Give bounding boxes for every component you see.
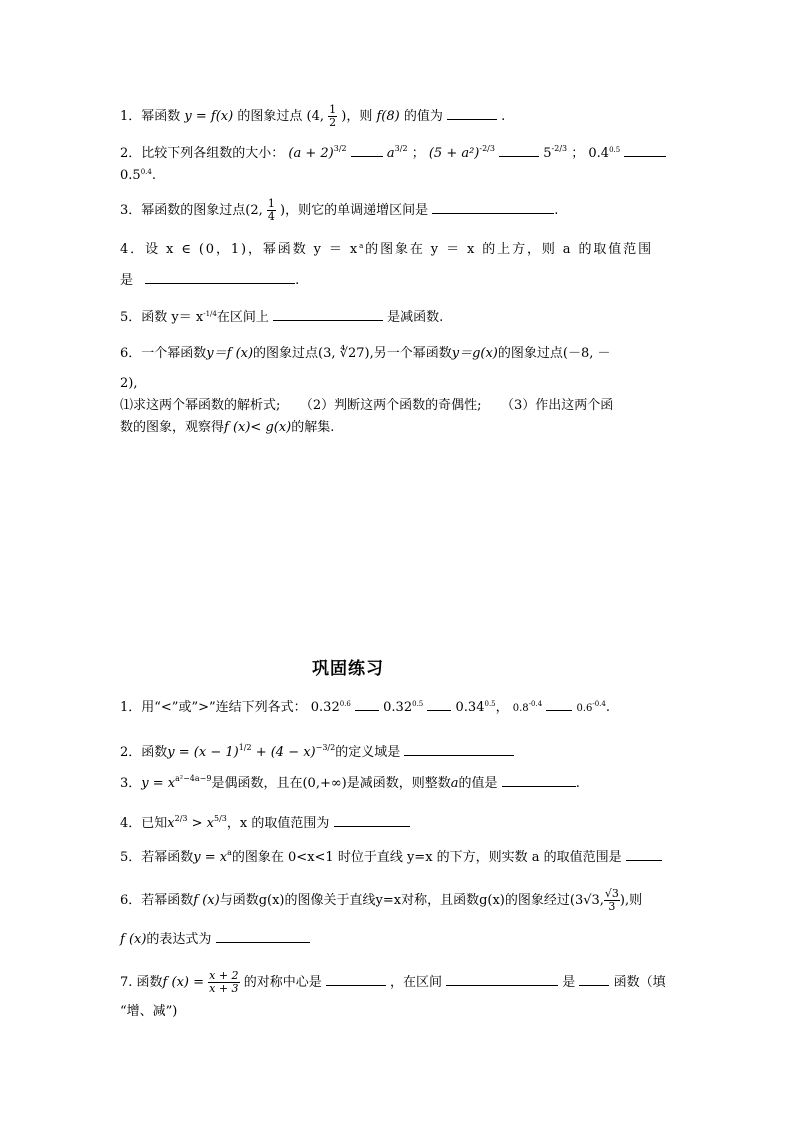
q3-prefix: 3．幂函数的图象过点(2, <box>120 203 263 218</box>
ex4-answer-blank[interactable] <box>334 814 410 827</box>
exercise-6-line2: f (x)的表达式为 <box>120 930 310 950</box>
q1-point-a: (4, <box>306 109 324 124</box>
q4-rest: 的图象在 y ＝ x 的上方，则 a 的取值范围 <box>365 242 653 257</box>
q5-post: 是减函数. <box>387 310 444 325</box>
q1-function: y = f(x) <box>184 109 234 124</box>
question-4: 4．设 x ∈ (0，1)，幂函数 $y = x^a$的图象在 y ＝ x 的上方，则 a 的取值范围 <box>120 242 653 257</box>
ex1-blank-1[interactable] <box>355 698 379 711</box>
q2-expr-e: 0.4 <box>588 146 610 161</box>
question-2-line2: $0.5^{0.4}$. <box>120 168 156 183</box>
ex6-fraction: $\frac{√3}{3}$ <box>604 887 619 913</box>
q2-expr-c: (5 + a²) <box>428 146 480 161</box>
q1-fraction: $\frac{1}{2}$ <box>329 103 337 129</box>
question-6-line2: 2), <box>120 376 138 391</box>
q2-expr-b: a <box>386 146 395 161</box>
q1-end: 的值为 <box>403 109 443 124</box>
exercise-3: 3．$y = x^{a^2-4a-9}$是偶函数，且在(0,+∞)是减函数，则整数a的值是 . <box>120 774 580 791</box>
q3-answer-blank[interactable] <box>432 201 554 214</box>
exercise-1: 1．用“<”或”>”连结下列各式： $0.32^{0.6}$ $0.32^{0.5}$ $0.34^{0.5}$， $0.8^{-0.4}$ $0.6^{-0.4}$. <box>120 700 610 715</box>
ex1-blank-2[interactable] <box>427 698 451 711</box>
q4-answer-blank[interactable] <box>145 271 295 284</box>
q3-post: )，则它的单调递增区间是 <box>280 203 429 218</box>
ex6-answer-blank[interactable] <box>216 930 310 943</box>
exercise-7: 7. 函数f (x) = $\frac{x + 2}{x + 3}$ 的对称中心是 ，在区间 是 函数（填 <box>120 969 666 995</box>
exercise-7-line2: “增、减”) <box>120 1004 178 1019</box>
ex7-fraction: $\frac{x + 2}{x + 3}$ <box>209 969 239 995</box>
ex7-blank-1[interactable] <box>326 973 386 986</box>
exercise-5: 5．若幂函数$y = x^a$的图象在 0<x<1 时位于直线 y=x 的下方，则实数 a 的取值范围是 <box>120 848 662 868</box>
exercise-2: 2．函数$y = (x - 1)^{1/2} + (4 - x)^{-3/2}$的定义域是 <box>120 743 514 763</box>
q2-semi-2: ； <box>571 146 585 161</box>
question-4-line2: 是 . <box>120 273 300 288</box>
question-2: 2．比较下列各组数的大小： $(a + 2)^{3/2}$ $a^{3/2}$ ； $(5 + a^2)^{-2/3}$ $5^{-2/3}$ ； $0.4^{0.5}$ <box>120 144 666 164</box>
question-1 <box>120 104 505 129</box>
q1-f8: f(8) <box>376 109 400 124</box>
question-6-line4: 数的图象，观察得f (x)< g(x)的解集. <box>120 420 335 435</box>
q5-prefix: 5．函数 y＝ x <box>120 310 204 325</box>
q1-post: )，则 <box>341 109 373 124</box>
q2-expr-d: 5 <box>543 146 552 161</box>
q1-dot: . <box>501 109 506 124</box>
q3-fraction: $\frac{1}{4}$ <box>267 197 275 223</box>
section-title: 巩固练习 <box>312 659 384 679</box>
question-6-line3: ⑴求这两个幂函数的解析式; （2）判断这两个函数的奇偶性; （3）作出这两个函 <box>120 398 614 413</box>
q2-prefix: 2．比较下列各组数的大小： <box>120 146 285 161</box>
question-6: 6．一个幂函数y＝f (x)的图象过点(3, ∜27),另一个幂函数y＝g(x)的图象过点(－8, － <box>120 346 611 361</box>
ex1-blank-3[interactable] <box>546 698 572 711</box>
q4-text: 4．设 x ∈ (0，1)，幂函数 y ＝ x <box>120 242 360 257</box>
q1-mid: 的图象过点 <box>237 109 303 124</box>
question-3: 3．幂函数的图象过点(2, $\frac{1}{4}$ )，则它的单调递增区间是 . <box>120 197 559 223</box>
q6-root: ∜27 <box>339 346 365 361</box>
question-5: 5．函数 $y= x^{-1/4}$在区间上 是减函数. <box>120 310 444 325</box>
q1-answer-blank[interactable] <box>447 107 497 120</box>
ex7-blank-3[interactable] <box>579 973 609 986</box>
q2-blank-2[interactable] <box>499 144 539 157</box>
q2-expr-f: 0.5 <box>120 168 141 183</box>
q2-semi-1: ； <box>411 146 425 161</box>
ex2-answer-blank[interactable] <box>404 743 514 756</box>
exercise-6: 6．若幂函数f (x)与函数g(x)的图像关于直线y=x对称，且函数g(x)的图象经过(3√3, $\frac{√3}{3}$ ),则 <box>120 887 643 913</box>
q2-blank-3[interactable] <box>624 144 666 157</box>
exercise-4: 4．已知$x^{2/3} > x^{5/3}$，x 的取值范围为 <box>120 814 410 834</box>
q1-prefix: 1．幂函数 <box>120 109 181 124</box>
q2-blank-1[interactable] <box>351 144 383 157</box>
ex3-answer-blank[interactable] <box>502 774 576 787</box>
ex7-blank-2[interactable] <box>446 973 558 986</box>
q5-answer-blank[interactable] <box>273 308 383 321</box>
q4-line2: 是 <box>120 273 134 288</box>
ex5-answer-blank[interactable] <box>626 848 662 861</box>
q2-expr-a: (a + 2) <box>288 146 334 161</box>
